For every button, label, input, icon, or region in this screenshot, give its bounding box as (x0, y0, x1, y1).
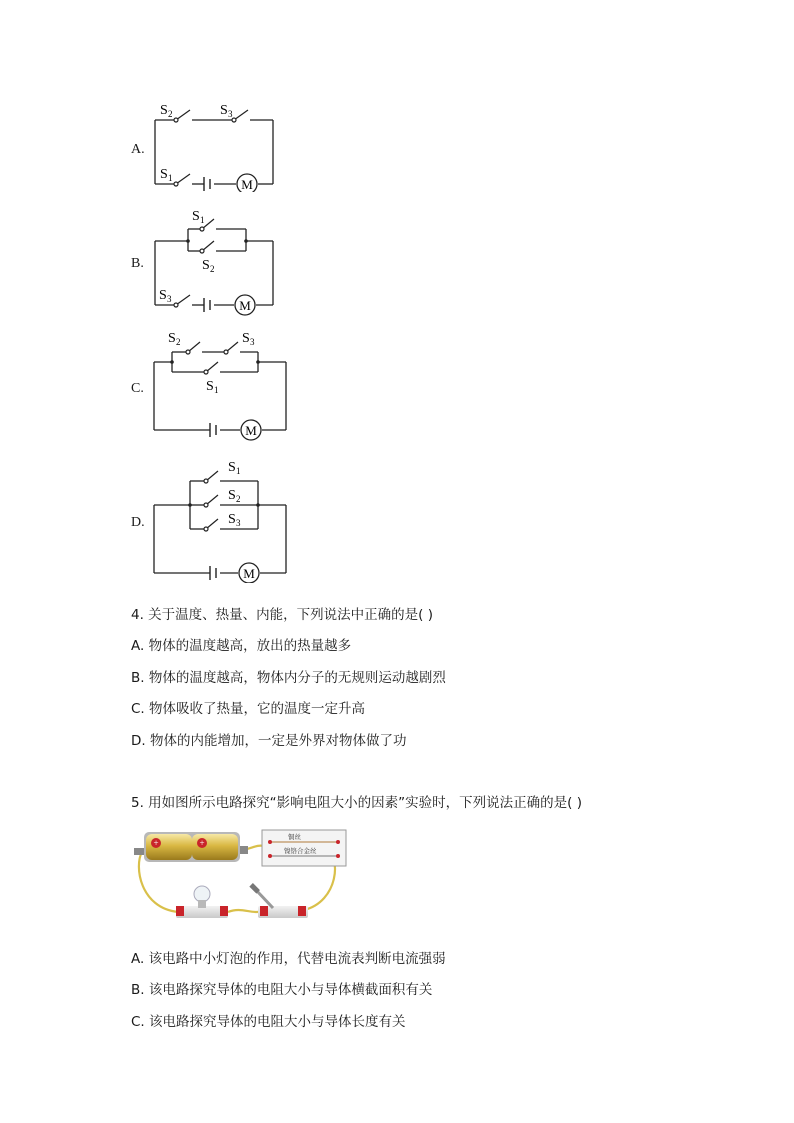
svg-text:S: S (160, 103, 168, 118)
option-letter-d: D. (131, 515, 145, 530)
battery-c (210, 423, 216, 437)
motor-b (235, 295, 255, 315)
svg-text:S: S (202, 258, 210, 273)
q5-experiment-photo (128, 826, 350, 930)
option-letter-a: A. (131, 142, 145, 157)
svg-text:2: 2 (210, 264, 215, 274)
svg-text:S: S (228, 512, 236, 527)
q4-stem: 4. 关于温度、热量、内能，下列说法中正确的是( ) (131, 607, 433, 623)
svg-text:1: 1 (200, 215, 205, 225)
svg-text:S: S (242, 331, 250, 346)
svg-text:S: S (160, 167, 168, 182)
svg-text:铜丝: 铜丝 (288, 834, 301, 841)
svg-text:M: M (241, 177, 253, 192)
svg-text:M: M (243, 566, 255, 581)
svg-text:3: 3 (250, 337, 255, 347)
circuit-diagram-b (150, 205, 280, 317)
svg-text:1: 1 (168, 173, 173, 183)
knife-switch (249, 883, 308, 918)
battery-holder (134, 832, 248, 862)
light-bulb (176, 886, 228, 918)
svg-text:2: 2 (176, 337, 181, 347)
circuit-diagram-c (148, 326, 293, 446)
svg-text:M: M (239, 298, 251, 313)
battery-b (204, 298, 210, 312)
svg-text:3: 3 (236, 518, 241, 528)
svg-text:S: S (159, 288, 167, 303)
q4-option-b: B. 物体的温度越高，物体内分子的无规则运动越剧烈 (131, 670, 446, 686)
circuit-diagram-a (150, 100, 280, 192)
option-letter-b: B. (131, 256, 144, 271)
battery-d (210, 566, 216, 580)
q5-option-b: B. 该电路探究导体的电阻大小与导体横截面积有关 (131, 982, 433, 998)
switch-s1-c (204, 362, 218, 374)
switch-s3-a (232, 110, 248, 122)
svg-text:3: 3 (167, 294, 172, 304)
switch-s1-d (204, 471, 218, 483)
q4-option-d: D. 物体的内能增加，一定是外界对物体做了功 (131, 733, 407, 749)
battery-a (204, 177, 210, 191)
svg-text:S: S (228, 460, 236, 475)
svg-text:S: S (206, 379, 214, 394)
q5-option-c: C. 该电路探究导体的电阻大小与导体长度有关 (131, 1014, 406, 1030)
svg-text:+: + (153, 838, 159, 848)
switch-s2-d (204, 495, 218, 507)
q4-option-a: A. 物体的温度越高，放出的热量越多 (131, 638, 352, 654)
switch-s2-a (174, 110, 190, 122)
switch-s3-b (174, 295, 190, 307)
switch-s3-d (204, 519, 218, 531)
option-letter-c: C. (131, 381, 144, 396)
q5-stem: 5. 用如图所示电路探究“影响电阻大小的因素”实验时，下列说法正确的是( ) (131, 795, 582, 811)
q5-option-a: A. 该电路中小灯泡的作用，代替电流表判断电流强弱 (131, 951, 446, 967)
circuit-diagram-d (148, 455, 293, 583)
resistance-wire-board (262, 830, 346, 866)
svg-text:S: S (220, 103, 228, 118)
motor-c (241, 420, 261, 440)
svg-text:1: 1 (236, 466, 241, 476)
svg-text:2: 2 (236, 494, 241, 504)
svg-text:S: S (168, 331, 176, 346)
switch-s1-a (174, 174, 190, 186)
switch-s2-b (200, 241, 214, 253)
svg-text:镍铬合金丝: 镍铬合金丝 (284, 848, 317, 855)
svg-text:+: + (199, 838, 205, 848)
svg-text:S: S (228, 488, 236, 503)
svg-text:M: M (245, 423, 257, 438)
motor-a (237, 174, 257, 192)
q4-option-c: C. 物体吸收了热量，它的温度一定升高 (131, 701, 366, 717)
motor-d (239, 563, 259, 583)
svg-text:1: 1 (214, 385, 219, 395)
switch-s3-c (224, 342, 238, 354)
svg-text:S: S (192, 209, 200, 224)
svg-text:2: 2 (168, 109, 173, 119)
switch-s2-c (186, 342, 200, 354)
svg-text:3: 3 (228, 109, 233, 119)
